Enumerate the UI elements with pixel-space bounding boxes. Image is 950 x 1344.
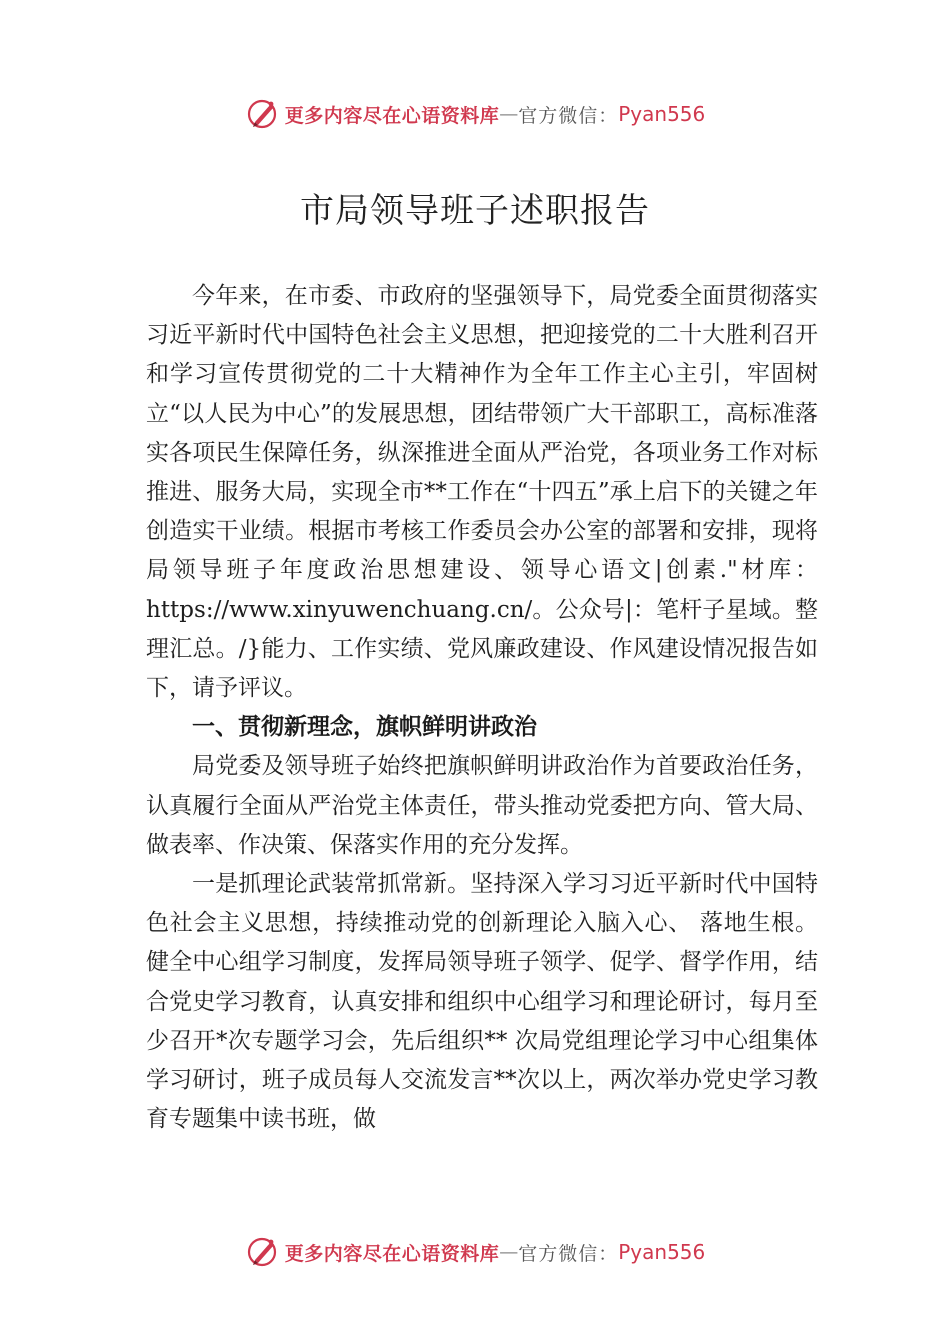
pen-circle-logo-icon xyxy=(245,1234,281,1270)
header-watermark-banner xyxy=(0,94,950,134)
pen-circle-logo-icon xyxy=(245,96,281,132)
footer-watermark-banner xyxy=(0,1232,950,1272)
section-paragraph: 一是抓理论武装常抓常新。坚持深入学习习近平新时代中国特色社会主义思想，持续推动党的创新理论入脑入心、 落地生根。健全中心组学习制度，发挥局领导班子领学、促学、督学作用，结合党史学习教育，认真安排和组织中心组学习和理论研讨，每月至少召开*次专题学习会，先后组织** 次局党组理论学习中心组集体学习研讨，班子成员每人交流发言**次以上，两次举办党史学习教育专题集中读书班，做 xyxy=(146,871,818,1133)
section-heading: 一、贯彻新理念，旗帜鲜明讲政治 xyxy=(192,714,537,741)
banner-main-text: 更多内容尽在心语资料库 xyxy=(284,104,500,127)
banner-wechat-id: Pyan556 xyxy=(618,102,706,126)
banner-separator: — xyxy=(499,1241,519,1263)
section-paragraph: 局党委及领导班子始终把旗帜鲜明讲政治作为首要政治任务，认真履行全面从严治党主体责任，带头推动党委把方向、管大局、做表率、作决策、保落实作用的充分发挥。 xyxy=(146,753,818,858)
banner-wechat-label: 官方微信： xyxy=(518,1242,619,1265)
banner-separator: — xyxy=(499,103,519,125)
document-body xyxy=(146,277,818,1139)
page-title: 市局领导班子述职报告 xyxy=(300,191,650,231)
banner-main-text: 更多内容尽在心语资料库 xyxy=(284,1242,500,1265)
banner-wechat-id: Pyan556 xyxy=(618,1240,706,1264)
intro-paragraph: 今年来，在市委、市政府的坚强领导下，局党委全面贯彻落实习近平新时代中国特色社会主义思想，把迎接党的二十大胜利召开和学习宣传贯彻党的二十大精神作为全年工作主心主引，牢固树立“以人民为中心”的发展思想，团结带领广大干部职工，高标准落实各项民生保障任务，纵深推进全面从严治党，各项业务工作对标推进、服务大局，实现全市**工作在“十四五”承上启下的关键之年创造实干业绩。根据市考核工作委员会办公室的部署和安排，现将局领导班子年度政治思想建设、领导心语文|创素."材库：https://www.xinyuwenchuang.cn/。公众号|：笔杆子星域。整理汇总。/}能力、工作实绩、党风廉政建设、作风建设情况报告如下，请予评议。 xyxy=(146,283,818,702)
banner-wechat-label: 官方微信： xyxy=(518,104,619,127)
